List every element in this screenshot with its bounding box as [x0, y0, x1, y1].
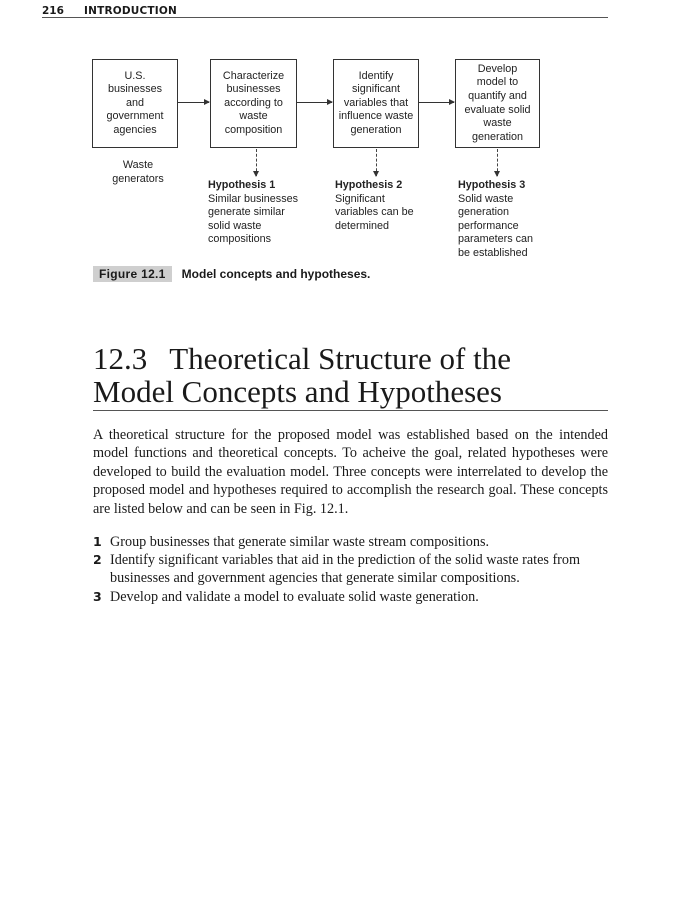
page-number: 216	[42, 5, 64, 17]
hypothesis-3	[458, 179, 573, 261]
list-item	[93, 551, 608, 587]
hypothesis-1-text: Similar businesses generate similar solid waste compositions	[208, 192, 299, 246]
concept-list	[93, 533, 608, 606]
hypothesis-arrow-3	[497, 149, 498, 176]
running-head-title: INTRODUCTION	[84, 5, 177, 17]
waste-generators-label: Waste generators	[112, 159, 164, 185]
box-characterize	[210, 59, 297, 148]
list-item-text: Group businesses that generate similar waste stream compositions.	[110, 534, 490, 550]
hypothesis-2	[335, 179, 450, 233]
box-us-businesses-text: U.S. businesses and government agencies	[106, 69, 164, 136]
list-item	[93, 588, 608, 606]
section-title-line-1: Theoretical Structure of the	[169, 341, 511, 376]
hypothesis-3-title: Hypothesis 3	[458, 179, 526, 191]
box-characterize-text: Characterize businesses according to waste composition	[222, 69, 285, 136]
hypothesis-arrow-2	[376, 149, 377, 176]
figure-caption-label: Figure 12.1	[93, 266, 172, 282]
section-title-line-2: Model Concepts and Hypotheses	[93, 374, 502, 409]
list-item-text: Develop and validate a model to evaluate solid waste generation.	[110, 588, 479, 605]
figure-caption	[93, 267, 370, 281]
section-number: 12.3	[93, 341, 148, 376]
hypothesis-1-title: Hypothesis 1	[208, 179, 276, 191]
box-identify-text: Identify significant variables that influence waste generation	[338, 69, 414, 136]
section-heading	[93, 342, 608, 411]
figure-caption-text: Model concepts and hypotheses.	[181, 267, 371, 281]
flow-arrow-2	[297, 102, 332, 103]
hypothesis-1	[208, 179, 323, 247]
flow-arrow-3	[419, 102, 454, 103]
hypothesis-2-title: Hypothesis 2	[335, 179, 403, 191]
list-item-text: Identify significant variables that aid in the prediction of the solid waste rates from businesses and government agencies that generate similar compositions.	[110, 552, 581, 587]
hypothesis-3-text: Solid waste generation performance parameters can be established	[458, 192, 534, 259]
list-item-number: 3	[93, 588, 102, 604]
box-identify	[333, 59, 419, 148]
box-us-businesses	[92, 59, 178, 148]
box-develop-text: Develop model to quantify and evaluate solid waste generation	[464, 62, 531, 143]
hypothesis-2-text: Significant variables can be determined	[335, 192, 414, 232]
list-item-number: 2	[93, 552, 102, 568]
list-item	[93, 533, 608, 551]
body-paragraph: A theoretical structure for the proposed model was established based on the intended model functions and theoretical concepts. To acheive the goal, related hypotheses were developed to build the evaluation model. Three concepts were interrelated to develop the proposed model and hypotheses required to accomplish the research goal. These concepts are listed below and can be seen in Fig. 12.1.	[93, 427, 608, 517]
box-develop	[455, 59, 540, 148]
figure-diagram	[0, 0, 695, 290]
flow-arrow-1	[178, 102, 209, 103]
list-item-number: 1	[93, 534, 102, 549]
hypothesis-arrow-1	[256, 149, 257, 176]
